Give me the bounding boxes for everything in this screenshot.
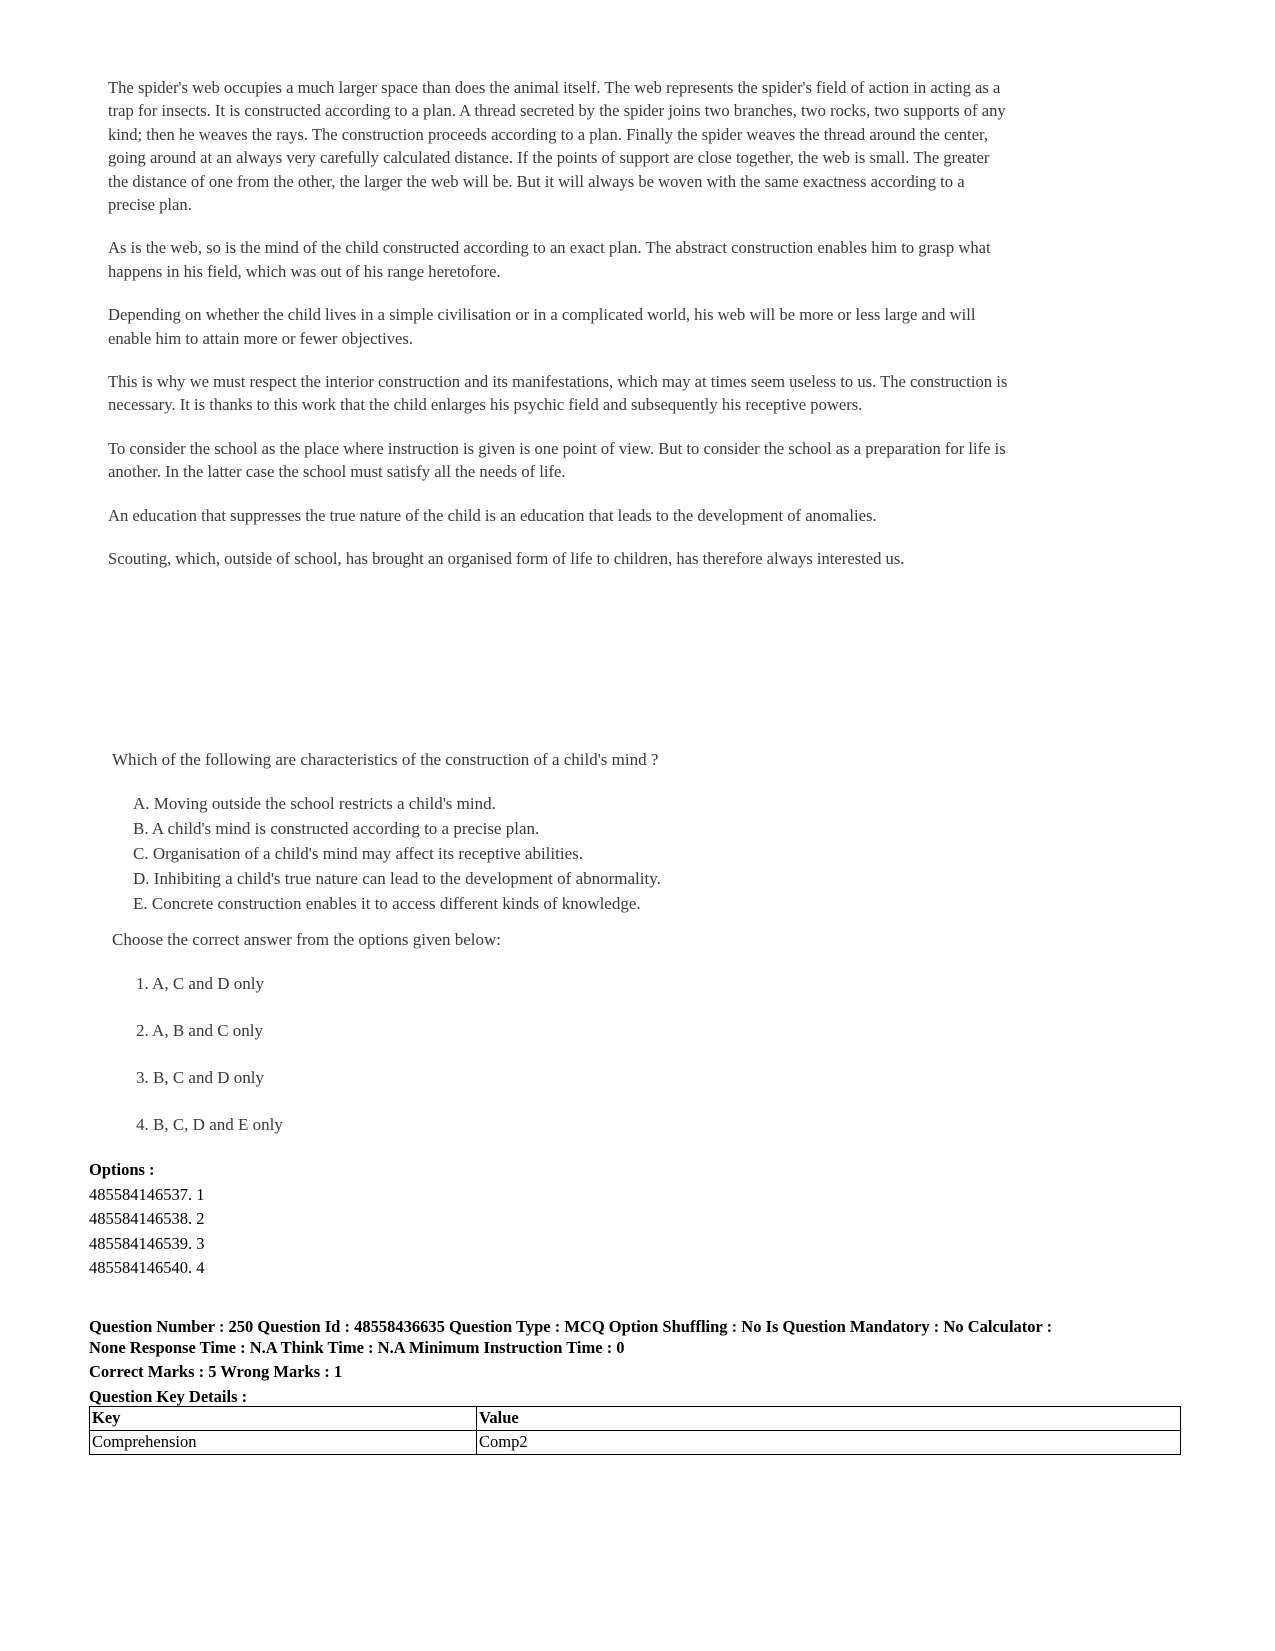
passage-paragraph: An education that suppresses the true nature of the child is an education that leads to the development of anomalies. — [108, 505, 877, 525]
table-header-row — [90, 1407, 1181, 1431]
passage-paragraph: Scouting, which, outside of school, has brought an organised form of life to children, has therefore always interested us. — [108, 549, 905, 569]
metadata-line-2: None Response Time : N.A Think Time : N.A Minimum Instruction Time : 0 — [89, 1337, 625, 1357]
table-cell-value: Comp2 — [477, 1431, 1181, 1455]
passage-paragraph: Depending on whether the child lives in a simple civilisation or in a complicated world, his web will be more or less large and will enable him to attain more or fewer objectives. — [108, 305, 976, 348]
answer-choice-list — [136, 972, 283, 1160]
options-title: Options : — [89, 1160, 155, 1179]
statement-item: B. A child's mind is constructed according to a precise plan. — [133, 819, 540, 838]
option-id: 485584146539. 3 — [89, 1233, 205, 1253]
key-details-title: Question Key Details : — [89, 1386, 248, 1406]
question-metadata — [89, 1317, 1199, 1407]
metadata-line-1: Question Number : 250 Question Id : 48558436635 Question Type : MCQ Option Shuffling : No Is Question Mandatory : No Calculator : — [89, 1317, 1053, 1336]
answer-choice: 1. A, C and D only — [136, 974, 264, 993]
table-header-value: Value — [477, 1407, 1181, 1431]
table-header-key: Key — [90, 1407, 477, 1431]
statement-item: E. Concrete construction enables it to access different kinds of knowledge. — [133, 894, 641, 913]
passage-paragraph: As is the web, so is the mind of the child constructed according to an exact plan. The abstract construction enables him to grasp what happens in his field, which was out of his range heretofore. — [108, 238, 991, 281]
key-details-table — [89, 1406, 1181, 1455]
choose-instruction: Choose the correct answer from the options given below: — [112, 930, 502, 949]
option-id: 485584146537. 1 — [89, 1184, 205, 1204]
marks-line: Correct Marks : 5 Wrong Marks : 1 — [89, 1362, 343, 1381]
table-cell-key: Comprehension — [90, 1431, 477, 1455]
passage-image — [108, 76, 1008, 571]
answer-choice: 3. B, C and D only — [136, 1068, 264, 1087]
question-text: Which of the following are characteristics of the construction of a child's mind ? — [112, 750, 659, 769]
statement-item: A. Moving outside the school restricts a child's mind. — [133, 794, 496, 813]
passage-paragraph: The spider's web occupies a much larger space than does the animal itself. The web represents the spider's field of action in acting as a trap for insects. It is constructed according to a plan. A thread secreted by the spider joins two branches, two rocks, two supports of any kind; then he weaves the rays. The construction proceeds according to a plan. Finally the spider weaves the thread around the center, going around at an always very carefully calculated distance. If the points of support are close together, the web is small. The greater the distance of one from the other, the larger the web will be. But it will always be woven with the same exactness according to a precise plan. — [108, 78, 1006, 215]
answer-choice: 2. A, B and C only — [136, 1021, 264, 1040]
table-row — [90, 1431, 1181, 1455]
answer-choice: 4. B, C, D and E only — [136, 1115, 283, 1134]
passage-paragraph: To consider the school as the place where instruction is given is one point of view. But to consider the school as a preparation for life is another. In the latter case the school must satisfy all the needs of life. — [108, 438, 1006, 482]
option-id: 485584146538. 2 — [89, 1209, 205, 1228]
passage-paragraph: This is why we must respect the interior construction and its manifestations, which may at times seem useless to us. The construction is necessary. It is thanks to this work that the child enlarges his psychic field and subsequently his receptive powers. — [108, 372, 1008, 415]
statement-list — [133, 791, 661, 916]
statement-item: D. Inhibiting a child's true nature can lead to the development of abnormality. — [133, 869, 661, 888]
options-section — [89, 1158, 205, 1281]
option-id: 485584146540. 4 — [89, 1258, 205, 1277]
statement-item: C. Organisation of a child's mind may affect its receptive abilities. — [133, 844, 583, 863]
